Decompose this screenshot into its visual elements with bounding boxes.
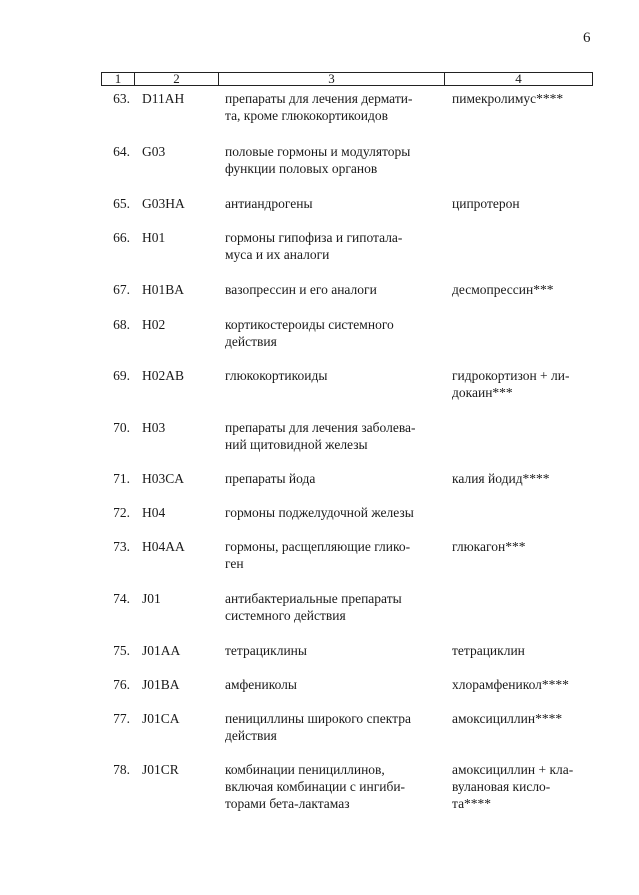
- row-number: 68.: [113, 317, 130, 332]
- header-col-4: 4: [515, 71, 522, 86]
- row-drug: калия йодид****: [452, 471, 550, 486]
- row-name: препараты для лечения дермати- та, кроме глюкокортикоидов: [225, 91, 413, 123]
- row-code: J01: [142, 591, 161, 606]
- row-code: H02: [142, 317, 166, 332]
- row-number: 70.: [113, 420, 130, 435]
- row-name: антиандрогены: [225, 196, 313, 211]
- row-code: H03: [142, 420, 166, 435]
- row-number: 72.: [113, 505, 130, 520]
- row-code: G03HA: [142, 196, 185, 211]
- row-drug: пимекролимус****: [452, 91, 564, 106]
- row-name: глюкокортикоиды: [225, 368, 328, 383]
- row-name: пенициллины широкого спектра действия: [225, 711, 411, 743]
- row-code: J01CR: [142, 762, 179, 777]
- row-name: антибактериальные препараты системного действия: [225, 591, 402, 623]
- row-name: гормоны гипофиза и гипотала- муса и их аналоги: [225, 230, 403, 262]
- row-code: H01BA: [142, 282, 185, 297]
- row-name: тетрациклины: [225, 643, 307, 658]
- header-col-3: 3: [219, 73, 445, 85]
- row-name: комбинации пенициллинов, включая комбинации с ингиби- торами бета-лактамаз: [225, 762, 406, 811]
- row-number: 77.: [113, 711, 130, 726]
- row-name: половые гормоны и модуляторы функции половых органов: [225, 144, 411, 176]
- row-number: 73.: [113, 539, 130, 554]
- row-code: H01: [142, 230, 166, 245]
- row-number: 71.: [113, 471, 130, 486]
- row-number: 63.: [113, 91, 130, 106]
- row-number: 74.: [113, 591, 130, 606]
- row-drug: гидрокортизон + ли- докаин***: [452, 368, 570, 400]
- row-number: 66.: [113, 230, 130, 245]
- row-name: амфениколы: [225, 677, 297, 692]
- row-code: J01BA: [142, 677, 180, 692]
- row-code: G03: [142, 144, 166, 159]
- page-number: 6: [583, 30, 591, 46]
- row-drug: амоксициллин****: [452, 711, 563, 726]
- row-code: J01AA: [142, 643, 181, 658]
- row-name: кортикостероиды системного действия: [225, 317, 394, 349]
- row-number: 67.: [113, 282, 130, 297]
- row-number: 78.: [113, 762, 130, 777]
- row-number: 76.: [113, 677, 130, 692]
- header-col-1: 1: [102, 73, 135, 85]
- row-number: 69.: [113, 368, 130, 383]
- row-drug: тетрациклин: [452, 643, 525, 658]
- row-code: H02AB: [142, 368, 185, 383]
- row-drug: амоксициллин + кла- вулановая кисло- та****: [452, 762, 574, 811]
- row-name: гормоны поджелудочной железы: [225, 505, 414, 520]
- row-name: вазопрессин и его аналоги: [225, 282, 377, 297]
- row-name: препараты йода: [225, 471, 316, 486]
- row-code: H03CA: [142, 471, 185, 486]
- row-name: препараты для лечения заболева- ний щитовидной железы: [225, 420, 416, 452]
- row-code: H04AA: [142, 539, 185, 554]
- row-drug: десмопрессин***: [452, 282, 554, 297]
- row-number: 65.: [113, 196, 130, 211]
- row-number: 75.: [113, 643, 130, 658]
- header-col-2: 2: [135, 73, 219, 85]
- row-name: гормоны, расщепляющие глико- ген: [225, 539, 411, 571]
- row-number: 64.: [113, 144, 130, 159]
- row-code: J01CA: [142, 711, 180, 726]
- row-code: H04: [142, 505, 166, 520]
- row-drug: ципротерон: [452, 196, 520, 211]
- row-code: D11AH: [142, 91, 185, 106]
- row-drug: хлорамфеникол****: [452, 677, 569, 692]
- row-drug: глюкагон***: [452, 539, 526, 554]
- table-header: [101, 72, 593, 86]
